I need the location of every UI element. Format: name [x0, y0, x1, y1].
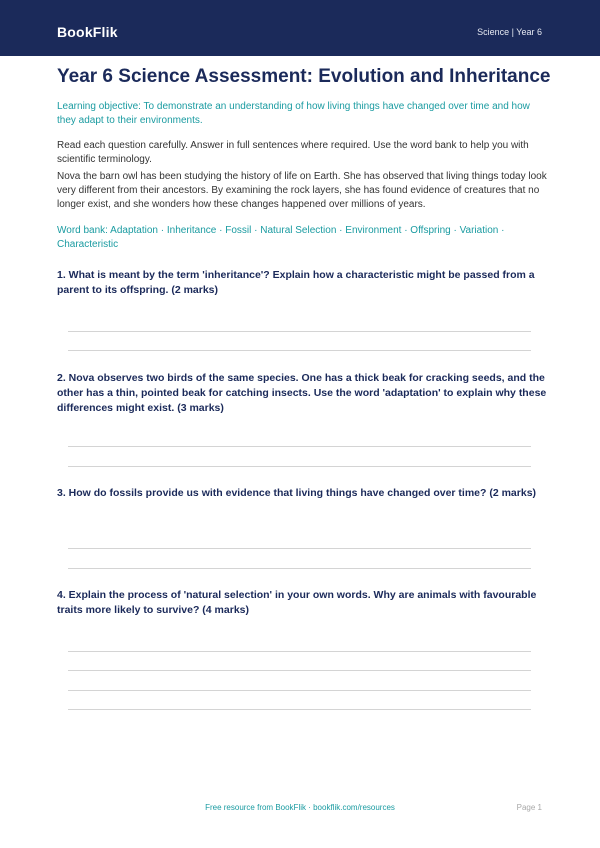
question-3: 3. How do fossils provide us with evidence that living things have changed over time? (2 marks) [57, 487, 537, 499]
footer-credit[interactable]: Free resource from BookFlik · bookflik.com/resources [205, 803, 395, 812]
answer-line[interactable] [68, 568, 531, 569]
answer-line[interactable] [68, 350, 531, 351]
page-header [0, 0, 600, 56]
instructions: Read each question carefully. Answer in full sentences where required. Use the word bank to help you with scientific terminology. [57, 140, 529, 165]
subject-year-label: Science | Year 6 [477, 27, 542, 37]
question-4: 4. Explain the process of 'natural selection' in your own words. Why are animals with favourable traits more likely to survive? (4 marks) [57, 589, 537, 616]
answer-line[interactable] [68, 548, 531, 549]
answer-line[interactable] [68, 651, 531, 652]
answer-line[interactable] [68, 709, 531, 710]
question-2: 2. Nova observes two birds of the same species. One has a thick beak for cracking seeds, and the other has a thin, pointed beak for catching insects. Use the word 'adaptation' to explain why these differences might exist. (3 marks) [57, 372, 547, 414]
page-title: Year 6 Science Assessment: Evolution and Inheritance [57, 66, 551, 87]
page-number: Page 1 [516, 803, 542, 812]
word-bank: Word bank: Adaptation · Inheritance · Fossil · Natural Selection · Environment · Offspring · Variation · Characteristic [57, 225, 505, 250]
answer-line[interactable] [68, 466, 531, 467]
learning-objective: Learning objective: To demonstrate an understanding of how living things have changed over time and how they adapt to their environments. [57, 101, 530, 126]
answer-line[interactable] [68, 670, 531, 671]
answer-line[interactable] [68, 690, 531, 691]
answer-line[interactable] [68, 331, 531, 332]
question-1: 1. What is meant by the term 'inheritance'? Explain how a characteristic might be passed from a parent to its offspring. (2 marks) [57, 269, 535, 296]
brand-logo-text: BookFlik [57, 24, 118, 40]
story-passage: Nova the barn owl has been studying the history of life on Earth. She has observed that living things today look very different from their ancestors. By examining the rock layers, she has found evidence of creatures that no longer exist, and she wonders how these changes happened over millions of years. [57, 171, 547, 210]
answer-line[interactable] [68, 446, 531, 447]
